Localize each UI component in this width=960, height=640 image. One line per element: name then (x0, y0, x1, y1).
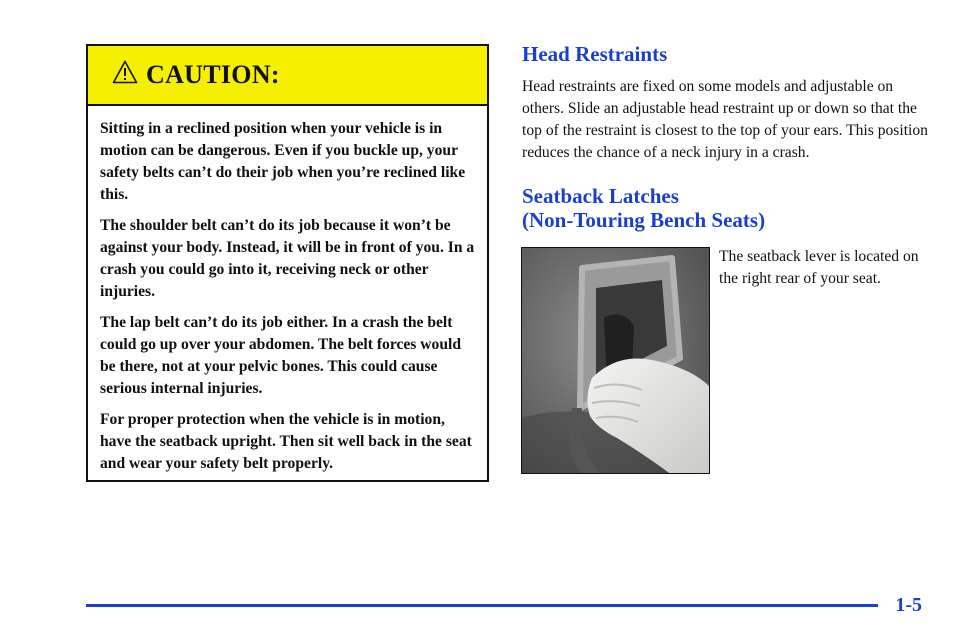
head-restraints-text: Head restraints are fixed on some models and adjustable on others. Slide an adjustable head restraint up or down so that the top of the restraint is closest to the top of your ears. This position reduces the chance of a neck injury in a crash. (522, 78, 928, 161)
seatback-latches-heading-line2: (Non-Touring Bench Seats) (522, 208, 766, 232)
footer-rule (86, 604, 878, 607)
caution-body (88, 106, 487, 475)
caution-header (88, 46, 487, 106)
caution-paragraph: For proper protection when the vehicle is in motion, have the seatback upright. Then sit well back in the seat and wear your safety belt properly. (100, 411, 472, 472)
caution-paragraph: The shoulder belt can’t do its job because it won’t be against your body. Instead, it will be in front of you. In a crash you could go into it, receiving neck or other injuries. (100, 217, 475, 300)
seatback-latches-heading-line1: Seatback Latches (522, 184, 679, 208)
page-number: 1-5 (895, 594, 922, 616)
caution-paragraph: Sitting in a reclined position when your vehicle is in motion can be dangerous. Even if you buckle up, your safety belts can’t do their job when you’re reclined like this. (100, 120, 466, 203)
head-restraints-heading: Head Restraints (522, 42, 668, 66)
seatback-lever-photo (521, 247, 710, 474)
caution-box (86, 44, 489, 482)
caution-title: CAUTION: (146, 60, 280, 89)
warning-triangle-icon (112, 60, 138, 84)
caution-paragraph: The lap belt can’t do its job either. In a crash the belt could go up over your abdomen. The belt forces would be there, not at your pelvic bones. This could cause serious internal injuries. (100, 314, 462, 397)
seatback-latches-heading (522, 184, 765, 232)
seatback-latches-text: The seatback lever is located on the right rear of your seat. (719, 248, 919, 287)
